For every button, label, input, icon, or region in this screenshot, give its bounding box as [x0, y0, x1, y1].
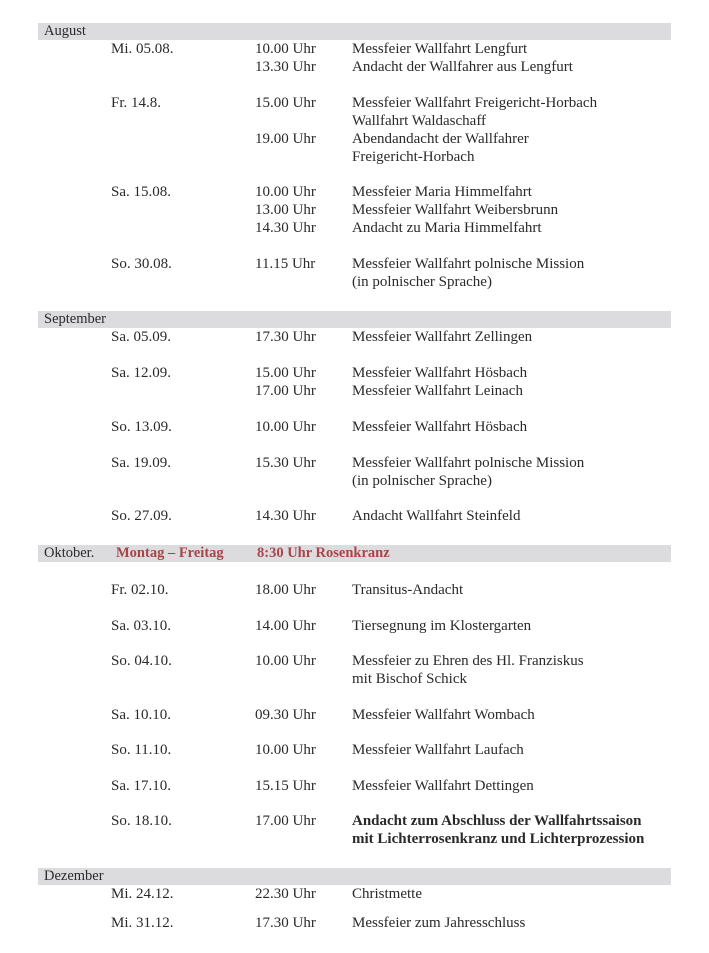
- event-time: 19.00 Uhr: [255, 131, 316, 147]
- event-time: 17.00 Uhr: [255, 383, 316, 399]
- event-time: 10.00 Uhr: [255, 653, 316, 669]
- event-time: 14.30 Uhr: [255, 220, 316, 236]
- event-description: Freigericht-Horbach: [352, 149, 475, 165]
- event-description: Messfeier Wallfahrt polnische Mission: [352, 455, 585, 471]
- event-description: Messfeier Wallfahrt Laufach: [352, 742, 524, 758]
- event-date: So. 04.10.: [111, 653, 172, 669]
- month-label: Dezember: [44, 868, 104, 884]
- event-date: Fr. 14.8.: [111, 95, 162, 111]
- event-description: Andacht zum Abschluss der Wallfahrtssaison: [352, 813, 642, 829]
- event-description: Messfeier Wallfahrt Leinach: [352, 383, 523, 399]
- event-description: Messfeier zum Jahresschluss: [352, 915, 526, 931]
- event-time: 17.30 Uhr: [255, 915, 316, 931]
- event-date: Mi. 05.08.: [111, 41, 174, 57]
- event-description: Abendandacht der Wallfahrer: [352, 131, 529, 147]
- event-description: Messfeier Wallfahrt Hösbach: [352, 419, 528, 435]
- month-header-august: [38, 23, 671, 40]
- event-time: 10.00 Uhr: [255, 742, 316, 758]
- event-time: 15.00 Uhr: [255, 365, 316, 381]
- event-time: 17.30 Uhr: [255, 329, 316, 345]
- event-time: 15.00 Uhr: [255, 95, 316, 111]
- event-description: mit Bischof Schick: [352, 671, 467, 687]
- event-date: So. 13.09.: [111, 419, 172, 435]
- event-date: Sa. 12.09.: [111, 365, 171, 381]
- event-time: 17.00 Uhr: [255, 813, 316, 829]
- event-time: 14.00 Uhr: [255, 618, 316, 634]
- event-time: 18.00 Uhr: [255, 582, 316, 598]
- event-time: 13.30 Uhr: [255, 59, 316, 75]
- event-date: So. 18.10.: [111, 813, 172, 829]
- month-label: September: [44, 311, 107, 327]
- event-date: Sa. 19.09.: [111, 455, 171, 471]
- event-date: So. 27.09.: [111, 508, 172, 524]
- event-time: 14.30 Uhr: [255, 508, 316, 524]
- event-date: So. 30.08.: [111, 256, 172, 272]
- event-description: Andacht zu Maria Himmelfahrt: [352, 220, 542, 236]
- event-description: Messfeier Wallfahrt Dettingen: [352, 778, 534, 794]
- event-description: Andacht Wallfahrt Steinfeld: [352, 508, 521, 524]
- month-label: Oktober.: [44, 545, 95, 561]
- event-time: 15.30 Uhr: [255, 455, 316, 471]
- month-label: August: [44, 23, 86, 39]
- event-time: 10.00 Uhr: [255, 41, 316, 57]
- event-date: Fr. 02.10.: [111, 582, 169, 598]
- event-time: 09.30 Uhr: [255, 707, 316, 723]
- event-date: Sa. 05.09.: [111, 329, 171, 345]
- event-description: Transitus-Andacht: [352, 582, 464, 598]
- month-header-september: [38, 311, 671, 328]
- event-description: Messfeier Maria Himmelfahrt: [352, 184, 532, 200]
- event-date: Sa. 17.10.: [111, 778, 171, 794]
- event-time: 15.15 Uhr: [255, 778, 316, 794]
- event-description: Messfeier Wallfahrt Zellingen: [352, 329, 533, 345]
- month-header-dezember: [38, 868, 671, 885]
- event-description: Messfeier Wallfahrt polnische Mission: [352, 256, 585, 272]
- event-description: Messfeier Wallfahrt Wombach: [352, 707, 535, 723]
- event-date: Mi. 24.12.: [111, 886, 174, 902]
- event-description: Andacht der Wallfahrer aus Lengfurt: [352, 59, 573, 75]
- event-date: Sa. 15.08.: [111, 184, 171, 200]
- event-time: 10.00 Uhr: [255, 419, 316, 435]
- event-description: Messfeier Wallfahrt Lengfurt: [352, 41, 528, 57]
- event-description: Messfeier Wallfahrt Weibersbrunn: [352, 202, 559, 218]
- event-description: Tiersegnung im Klostergarten: [352, 618, 532, 634]
- event-date: Sa. 03.10.: [111, 618, 171, 634]
- event-time: 10.00 Uhr: [255, 184, 316, 200]
- event-date: Mi. 31.12.: [111, 915, 174, 931]
- event-description: mit Lichterrosenkranz und Lichterprozession: [352, 831, 645, 847]
- event-description: (in polnischer Sprache): [352, 473, 492, 489]
- weekday-range: Montag – Freitag: [116, 545, 224, 561]
- event-description: Christmette: [352, 886, 422, 902]
- event-time: 22.30 Uhr: [255, 886, 316, 902]
- event-time: 11.15 Uhr: [255, 256, 316, 272]
- event-description: Messfeier Wallfahrt Freigericht-Horbach: [352, 95, 598, 111]
- month-header-oktober: [38, 545, 671, 562]
- event-description: Wallfahrt Waldaschaff: [352, 113, 487, 129]
- event-description: Messfeier zu Ehren des Hl. Franziskus: [352, 653, 584, 669]
- rosary-note: 8:30 Uhr Rosenkranz: [257, 545, 390, 561]
- event-date: So. 11.10.: [111, 742, 172, 758]
- event-time: 13.00 Uhr: [255, 202, 316, 218]
- event-date: Sa. 10.10.: [111, 707, 171, 723]
- event-description: Messfeier Wallfahrt Hösbach: [352, 365, 528, 381]
- event-description: (in polnischer Sprache): [352, 274, 492, 290]
